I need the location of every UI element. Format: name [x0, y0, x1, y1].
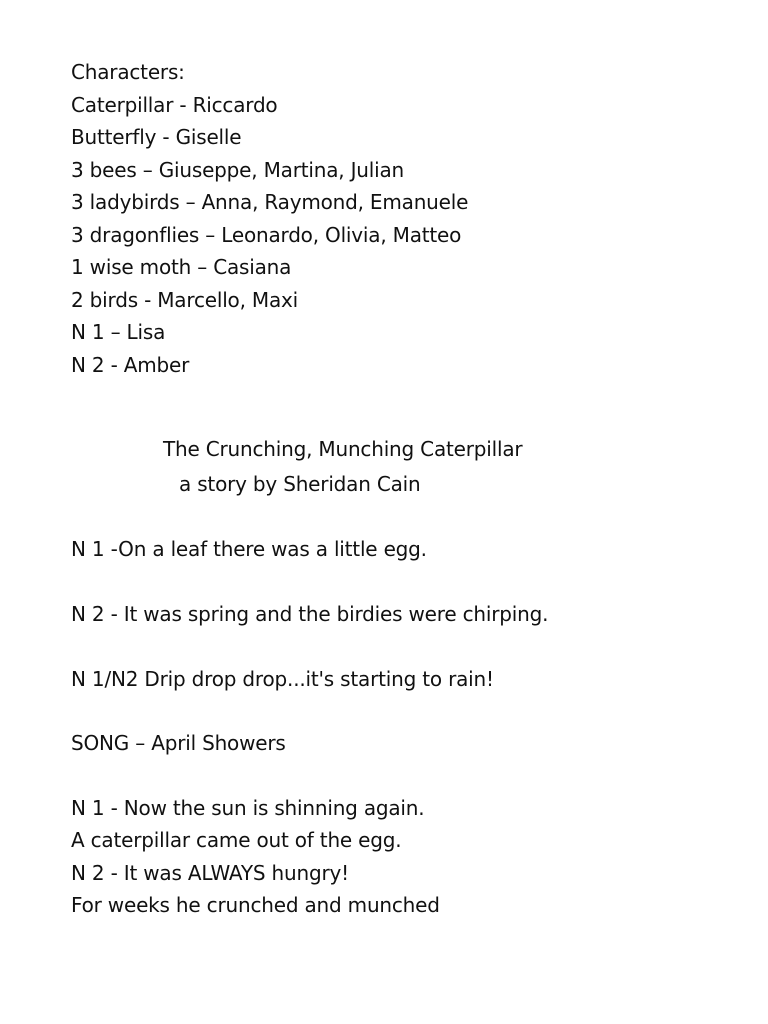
script-line: N 1 -On a leaf there was a little egg.: [71, 537, 427, 561]
character-entry: 1 wise moth – Casiana: [71, 255, 292, 279]
song-line: SONG – April Showers: [71, 731, 286, 755]
script-line: N 1 - Now the sun is shinning again.: [71, 796, 425, 820]
script-line: For weeks he crunched and munched: [71, 893, 440, 917]
character-entry: 3 bees – Giuseppe, Martina, Julian: [71, 158, 404, 182]
character-entry: 2 birds - Marcello, Maxi: [71, 288, 299, 312]
script-line: N 2 - It was spring and the birdies were chirping.: [71, 602, 549, 626]
character-entry: 3 ladybirds – Anna, Raymond, Emanuele: [71, 190, 469, 214]
script-line: N 1/N2 Drip drop drop...it's starting to rain!: [71, 667, 494, 691]
characters-heading: Characters:: [71, 60, 185, 84]
script-line: N 2 - It was ALWAYS hungry!: [71, 861, 349, 885]
character-entry: N 1 – Lisa: [71, 320, 166, 344]
character-entry: Caterpillar - Riccardo: [71, 93, 278, 117]
character-entry: N 2 - Amber: [71, 353, 190, 377]
script-line: A caterpillar came out of the egg.: [71, 828, 402, 852]
character-entry: 3 dragonflies – Leonardo, Olivia, Matteo: [71, 223, 462, 247]
story-title: The Crunching, Munching Caterpillar: [163, 437, 523, 461]
character-entry: Butterfly - Giselle: [71, 125, 242, 149]
story-byline: a story by Sheridan Cain: [179, 472, 421, 496]
